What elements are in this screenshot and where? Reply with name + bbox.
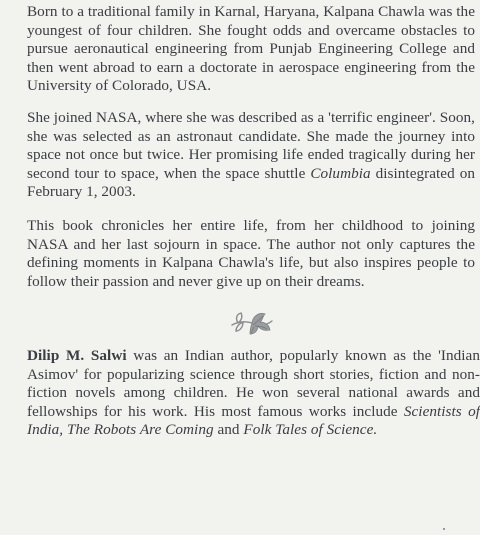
synopsis-text: Born to a traditional family in Karnal, Haryana, Kalpana Chawla was the youngest of four children. She fought odds and overcame obstacles to pursue aeronautical engineering from Punjab Engineering College and then went abroad to earn a doctorate in aerospace engineering from the University of Colorado, USA.	[27, 3, 475, 95]
print-speck	[443, 528, 445, 530]
synopsis-text: disintegrated on February 1, 2003.	[27, 164, 475, 201]
author-bio-text: was an Indian author, popularly known as the 'Indian Asimov' for popularizing science through short stories, fiction and non-fiction novels among children. He won several national awards and fellowships for his work. His most famous works include	[27, 347, 480, 420]
leaf-flourish-icon	[229, 309, 275, 337]
synopsis-paragraph-early-life	[27, 3, 475, 96]
synopsis-paragraph-book-summary	[27, 217, 475, 291]
synopsis-text: This book chronicles her entire life, from her childhood to joining NASA and her last sojourn in space. The author not only captures the defining moments in Kalpana Chawla's life, but also inspires people to follow their passion and never give up on their dreams.	[27, 217, 475, 290]
author-name: Dilip M. Salwi	[27, 347, 127, 364]
synopsis-paragraph-nasa	[27, 109, 475, 202]
author-work-title: Scientists of India, The Robots Are Coming	[27, 402, 480, 439]
synopsis-text: She joined NASA, where she was described as a 'terrific engineer'. Soon, she was selected as an astronaut candidate. She made the journey into space not once but twice. Her promising life ended tragically during her second tour to space, when the space shuttle	[27, 109, 475, 182]
shuttle-name: Columbia	[310, 164, 371, 182]
author-work-title: Folk Tales of Science.	[243, 421, 378, 439]
author-bio-text: and	[213, 421, 244, 439]
author-bio-paragraph	[27, 347, 480, 440]
